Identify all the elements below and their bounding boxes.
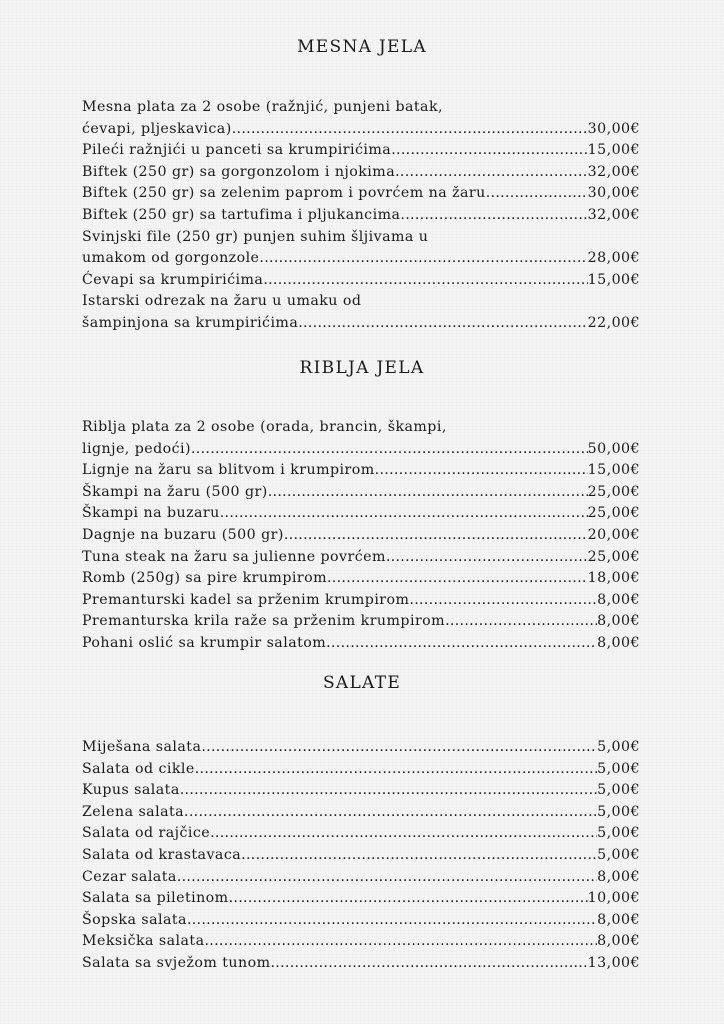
- menu-item-price: 20,00€: [587, 526, 640, 543]
- menu-item: [82, 482, 640, 504]
- menu-item-leader-line: [82, 460, 640, 482]
- menu-item-price: 15,00€: [587, 462, 640, 479]
- menu-item-leader-line: [82, 525, 640, 547]
- menu-item: [82, 227, 640, 270]
- menu-item-name: Salata od cikle: [82, 760, 195, 777]
- menu-item: [82, 910, 640, 932]
- menu-item-leader-line: [82, 162, 640, 184]
- dot-leader: [201, 737, 597, 759]
- menu-item-price: 10,00€: [587, 890, 640, 907]
- menu-item-price: 28,00€: [587, 250, 640, 267]
- menu-item-name: Škampi na žaru (500 gr): [82, 483, 268, 500]
- dot-leader: [395, 162, 588, 184]
- menu-item-leader-line: [82, 590, 640, 612]
- menu-item: [82, 867, 640, 889]
- menu-item-leader-line: [82, 140, 640, 162]
- menu-item-price: 8,00€: [597, 933, 640, 950]
- menu-item-name: Tuna steak na žaru sa julienne povrćem: [82, 548, 386, 565]
- dot-leader: [445, 611, 597, 633]
- section-title-salate: SALATE: [322, 673, 402, 693]
- menu-item-name: umakom od gorgonzole: [82, 250, 260, 267]
- menu-item-price: 5,00€: [597, 739, 640, 755]
- dot-leader: [187, 910, 597, 932]
- menu-item: [82, 291, 640, 334]
- menu-item-name: Romb (250g) sa pire krumpirom: [82, 570, 327, 587]
- menu-item: [82, 845, 640, 867]
- menu-item-price: 5,00€: [597, 803, 640, 820]
- dot-leader: [409, 590, 597, 612]
- menu-item-name: Škampi na buzaru: [82, 505, 220, 522]
- menu-item-leader-line: [82, 867, 640, 889]
- dot-leader: [184, 802, 597, 824]
- menu-item-name-line: Svinjski file (250 gr) punjen suhim šljivama u: [82, 228, 429, 245]
- dot-leader: [375, 460, 588, 482]
- menu-item: [82, 953, 640, 975]
- dot-leader: [232, 119, 588, 141]
- menu-item-name: Kupus salata: [82, 782, 180, 799]
- menu-item: [82, 633, 640, 655]
- menu-item-name: Biftek (250 gr) sa gorgonzolom i njokima: [82, 163, 396, 180]
- menu-list-mesna-jela: [82, 97, 640, 335]
- menu-item-leader-line: [82, 611, 640, 633]
- menu-item-name-line: Riblja plata za 2 osobe (orada, brancin, škampi,: [82, 419, 447, 435]
- menu-item-leader-line: [82, 313, 640, 335]
- menu-item-leader-line: [82, 183, 640, 205]
- dot-leader: [195, 759, 597, 781]
- menu-item-leader-line: [82, 633, 640, 655]
- menu-item-price: 18,00€: [587, 570, 640, 587]
- dot-leader: [210, 823, 597, 845]
- menu-item-price: 30,00€: [587, 120, 640, 137]
- menu-item-leader-line: [82, 248, 640, 270]
- menu-item: [82, 611, 640, 633]
- menu-item-leader-line: [82, 503, 640, 525]
- dot-leader: [284, 525, 588, 547]
- menu-item-leader-line: [82, 270, 640, 292]
- menu-item-name: Salata sa svježom tunom: [82, 954, 271, 971]
- menu-item-price: 13,00€: [587, 954, 640, 971]
- menu-item-name: Salata od krastavaca: [82, 846, 242, 863]
- menu-item-price: 8,00€: [597, 634, 640, 651]
- menu-item: [82, 823, 640, 845]
- menu-item-name: Pohani oslić sa krumpir salatom: [82, 634, 327, 651]
- menu-item-leader-line: [82, 119, 640, 141]
- menu-item: [82, 547, 640, 569]
- menu-item-name: Salata od rajčice: [82, 825, 211, 842]
- menu-item-name: Pileći ražnjići u panceti sa krumpirićima: [82, 142, 392, 159]
- menu-item-leader-line: [82, 737, 640, 759]
- dot-leader: [486, 183, 588, 205]
- menu-item: [82, 97, 640, 140]
- menu-item: [82, 205, 640, 227]
- dot-leader: [177, 867, 597, 889]
- menu-item-price: 25,00€: [587, 505, 640, 522]
- section-title-mesna-jela: MESNA JELA: [297, 37, 427, 57]
- menu-item-leader-line: [82, 910, 640, 932]
- menu-item-leader-line: [82, 780, 640, 802]
- menu-item-name-line: Mesna plata za 2 osobe (ražnjić, punjeni batak,: [82, 99, 443, 115]
- menu-item-price: 25,00€: [587, 483, 640, 500]
- menu-item-name: šampinjona sa krumpirićima: [82, 314, 299, 331]
- menu-list-riblja-jela: [82, 417, 640, 655]
- dot-leader: [205, 931, 598, 953]
- menu-list-salate: [82, 737, 640, 975]
- menu-item-name: Zelena salata: [82, 803, 185, 820]
- menu-item-leader-line: [82, 547, 640, 569]
- menu-item-name: Biftek (250 gr) sa zelenim paprom i povrćem na žaru: [82, 185, 486, 202]
- menu-item-name: Dagnje na buzaru (500 gr): [82, 526, 284, 543]
- menu-item-price: 32,00€: [587, 206, 640, 223]
- section-title-riblja-jela: RIBLJA JELA: [299, 358, 425, 378]
- menu-item-leader-line: [82, 802, 640, 824]
- menu-item-price: 25,00€: [587, 548, 640, 565]
- menu-item: [82, 780, 640, 802]
- menu-item-leader-line: [82, 439, 640, 461]
- menu-item-leader-line: [82, 845, 640, 867]
- dot-leader: [400, 205, 587, 227]
- menu-item-price: 15,00€: [587, 142, 640, 159]
- menu-item: [82, 888, 640, 910]
- dot-leader: [386, 547, 588, 569]
- menu-item: [82, 162, 640, 184]
- menu-item-leader-line: [82, 482, 640, 504]
- menu-item-leader-line: [82, 931, 640, 953]
- dot-leader: [263, 270, 587, 292]
- menu-item-name: Salata sa piletinom: [82, 890, 229, 907]
- menu-item-name-line: Istarski odrezak na žaru u umaku od: [82, 293, 362, 310]
- dot-leader: [259, 248, 587, 270]
- dot-leader: [180, 780, 597, 802]
- menu-item-name: Biftek (250 gr) sa tartufima i pljukancima: [82, 206, 401, 223]
- menu-item: [82, 417, 640, 460]
- menu-item-price: 32,00€: [587, 163, 640, 180]
- menu-item: [82, 140, 640, 162]
- dot-leader: [220, 503, 588, 525]
- menu-item-leader-line: [82, 568, 640, 590]
- menu-item: [82, 460, 640, 482]
- menu-item-price: 8,00€: [597, 868, 640, 885]
- dot-leader: [298, 313, 587, 335]
- dot-leader: [270, 953, 587, 975]
- menu-item-name: Ćevapi sa krumpirićima: [82, 271, 264, 288]
- menu-item-leader-line: [82, 759, 640, 781]
- dot-leader: [229, 888, 588, 910]
- dot-leader: [191, 439, 588, 461]
- menu-item-price: 15,00€: [587, 271, 640, 288]
- menu-item: [82, 737, 640, 759]
- dot-leader: [327, 568, 588, 590]
- menu-item-name: lignje, pedoći): [82, 440, 191, 457]
- menu-item-price: 5,00€: [597, 846, 640, 863]
- dot-leader: [241, 845, 597, 867]
- menu-item: [82, 759, 640, 781]
- menu-item-price: 5,00€: [597, 825, 640, 842]
- menu-item-price: 8,00€: [597, 591, 640, 608]
- dot-leader: [391, 140, 587, 162]
- menu-item-price: 5,00€: [597, 760, 640, 777]
- menu-item-price: 30,00€: [587, 185, 640, 202]
- menu-item-name: Cezar salata: [82, 868, 177, 885]
- menu-item-price: 22,00€: [587, 314, 640, 331]
- dot-leader: [326, 633, 597, 655]
- menu-item-name: Šopska salata: [82, 911, 187, 928]
- menu-item: [82, 525, 640, 547]
- menu-item: [82, 568, 640, 590]
- menu-item-leader-line: [82, 205, 640, 227]
- menu-item: [82, 270, 640, 292]
- dot-leader: [268, 482, 588, 504]
- menu-item: [82, 931, 640, 953]
- menu-item-leader-line: [82, 953, 640, 975]
- menu-item-name: Meksička salata: [82, 933, 205, 950]
- menu-item-name: ćevapi, pljeskavica): [82, 120, 232, 137]
- menu-item-price: 5,00€: [597, 782, 640, 799]
- menu-item-name: Miješana salata: [82, 739, 202, 755]
- menu-item-name: Premanturski kadel sa prženim krumpirom: [82, 591, 410, 608]
- menu-item-price: 8,00€: [597, 613, 640, 630]
- menu-item-price: 8,00€: [597, 911, 640, 928]
- menu-item: [82, 590, 640, 612]
- menu-item-name: Premanturska krila raže sa prženim krumpirom: [82, 613, 446, 630]
- menu-item-leader-line: [82, 823, 640, 845]
- menu-item-leader-line: [82, 888, 640, 910]
- menu-item-name: Lignje na žaru sa blitvom i krumpirom: [82, 462, 375, 479]
- menu-item-price: 50,00€: [587, 440, 640, 457]
- menu-item: [82, 802, 640, 824]
- menu-item: [82, 183, 640, 205]
- menu-item: [82, 503, 640, 525]
